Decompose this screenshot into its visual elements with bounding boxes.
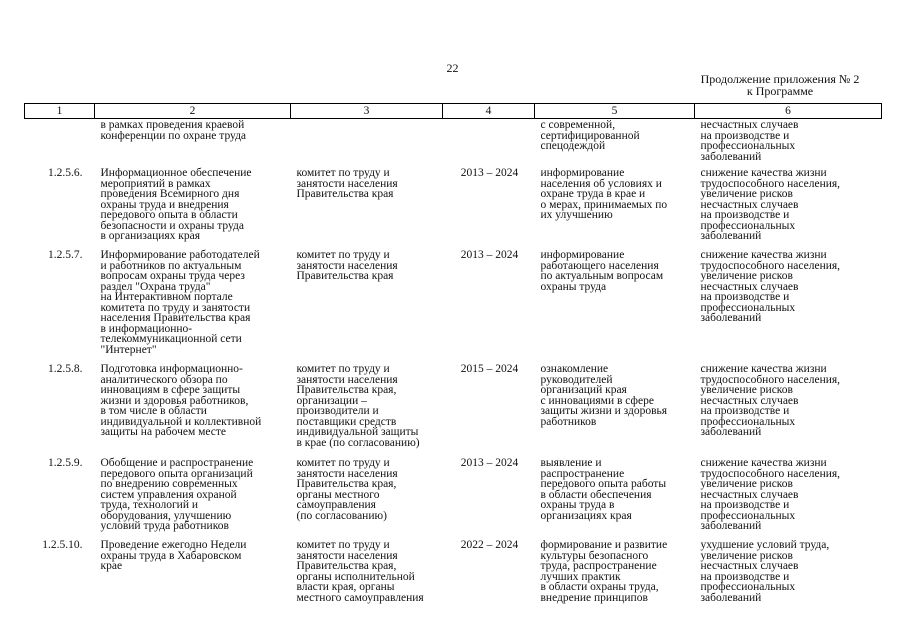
- cell-executor: [291, 119, 443, 169]
- cell-line: профессиональных: [700, 509, 796, 522]
- cell-line: мероприятий в рамках: [100, 177, 211, 190]
- cell-line: профессиональных: [700, 219, 796, 232]
- cell-line: лучших практик: [540, 570, 621, 583]
- cell-expected-result: [535, 168, 695, 250]
- cell-line: заболеваний: [700, 520, 762, 532]
- cell-line: комитет по труду и: [296, 539, 390, 551]
- cell-line: несчастных случаев: [700, 560, 799, 572]
- cell-line: вопросам охраны труда через: [100, 270, 245, 282]
- cell-line: комитет по труду и: [296, 457, 390, 469]
- cell-line: сертифицированной: [540, 129, 640, 142]
- cell-line: комитета по труду и занятости: [100, 301, 251, 314]
- cell-expected-result: [535, 364, 695, 458]
- cell-line: передового опыта организаций: [100, 467, 253, 480]
- cell-line: в области обеспечения: [540, 488, 652, 501]
- cell-line: увеличение рисков: [700, 270, 793, 282]
- cell-line: на производстве и: [700, 499, 790, 511]
- column-header: 2: [95, 104, 291, 119]
- cell-executor: [291, 458, 443, 540]
- cell-line: информирование: [540, 167, 625, 179]
- cell-executor: [291, 250, 443, 364]
- cell-line: населения Правительства края: [100, 312, 251, 324]
- cell-period: 2013 – 2024: [460, 249, 519, 261]
- cell-line: индивидуальной защиты: [296, 426, 419, 438]
- cell-line: (по согласованию): [296, 509, 387, 522]
- cell-line: занятости населения: [296, 177, 398, 190]
- program-table: [24, 103, 882, 606]
- cell-line: ухудшение условий труда,: [700, 539, 830, 551]
- column-header: 6: [695, 104, 882, 119]
- cell-consequence: [695, 168, 882, 250]
- cell-line: информирование: [540, 249, 625, 261]
- cell-line: руководителей: [540, 373, 613, 386]
- cell-item-number: [25, 119, 95, 169]
- cell-period: [443, 119, 535, 169]
- cell-line: трудоспособного населения,: [700, 259, 841, 272]
- cell-line: в организациях края: [100, 230, 201, 242]
- cell-line: комитет по труду и: [296, 167, 390, 179]
- cell-line: защиты на рабочем месте: [100, 426, 227, 438]
- cell-line: Правительства края,: [296, 478, 397, 490]
- column-header: 5: [535, 104, 695, 119]
- cell-line: аналитического обзора по: [100, 373, 228, 386]
- table-row: [25, 119, 882, 169]
- continuation-line: Продолжение приложения № 2: [700, 72, 860, 86]
- cell-activity-name: [95, 540, 291, 606]
- cell-line: заболеваний: [700, 591, 762, 604]
- cell-line: Информирование работодателей: [100, 249, 260, 261]
- cell-line: трудоспособного населения,: [700, 373, 841, 386]
- cell-line: культуры безопасного: [540, 549, 649, 562]
- cell-line: передового опыта работы: [540, 478, 667, 490]
- cell-line: труда, технологий и: [100, 499, 199, 511]
- cell-line: Информационное обеспечение: [100, 167, 252, 179]
- cell-expected-result: [535, 540, 695, 606]
- cell-line: несчастных случаев: [700, 280, 799, 293]
- cell-line: спецодеждой: [540, 140, 606, 152]
- cell-line: Обобщение и распространение: [100, 457, 254, 469]
- cell-line: в области охраны труда,: [540, 581, 659, 593]
- cell-line: организациях края: [540, 509, 632, 522]
- cell-line: конференции по охране труда: [100, 129, 247, 142]
- cell-line: систем управления охраной: [100, 488, 237, 501]
- cell-line: профессиональных: [700, 301, 796, 314]
- cell-line: органы местного: [296, 488, 380, 501]
- cell-line: работающего населения: [540, 259, 659, 272]
- cell-line: по внедрению современных: [100, 478, 238, 490]
- cell-line: увеличение рисков: [700, 188, 793, 200]
- cell-line: населения об условиях и: [540, 177, 662, 190]
- cell-line: формирование и развитие: [540, 539, 668, 551]
- cell-period: 2013 – 2024: [460, 167, 519, 179]
- cell-period: 2015 – 2024: [460, 363, 519, 375]
- cell-line: работников: [540, 415, 597, 428]
- cell-line: профессиональных: [700, 581, 796, 593]
- table-row: [25, 364, 882, 458]
- cell-item-number: 1.2.5.9.: [48, 457, 83, 469]
- cell-activity-name: [95, 250, 291, 364]
- cell-line: телекоммуникационной сети: [100, 333, 242, 345]
- cell-line: занятости населения: [296, 549, 398, 562]
- cell-line: на производстве и: [700, 570, 790, 583]
- cell-line: Правительства края,: [296, 384, 397, 396]
- cell-line: поставщики средств: [296, 415, 397, 428]
- cell-activity-name: [95, 119, 291, 169]
- cell-line: на производстве и: [700, 209, 790, 221]
- cell-line: по актуальным вопросам: [540, 270, 664, 282]
- cell-line: трудоспособного населения,: [700, 467, 841, 480]
- cell-line: на производстве и: [700, 291, 790, 303]
- cell-line: занятости населения: [296, 373, 398, 386]
- cell-line: выявление и: [540, 457, 602, 469]
- cell-line: защиты жизни и здоровья: [540, 405, 668, 417]
- cell-consequence: [695, 250, 882, 364]
- cell-line: власти края, органы: [296, 581, 395, 593]
- cell-expected-result: [535, 250, 695, 364]
- continuation-note: [680, 73, 880, 97]
- page-number: 22: [446, 61, 459, 75]
- cell-line: раздел "Охрана труда": [100, 280, 211, 293]
- cell-line: несчастных случаев: [700, 198, 799, 211]
- cell-line: организации –: [296, 394, 367, 407]
- cell-line: заболеваний: [700, 150, 762, 163]
- cell-line: в том числе в области: [100, 405, 207, 417]
- cell-line: самоуправления: [296, 499, 376, 511]
- cell-line: внедрение принципов: [540, 591, 648, 604]
- cell-line: на Интерактивном портале: [100, 291, 233, 303]
- cell-line: Правительства края: [296, 188, 394, 200]
- cell-line: на производстве и: [700, 405, 790, 417]
- cell-line: несчастных случаев: [700, 394, 799, 407]
- cell-line: несчастных случаев: [700, 488, 799, 501]
- cell-line: безопасности и охраны труда: [100, 219, 244, 232]
- cell-item-number: 1.2.5.10.: [42, 539, 83, 551]
- cell-line: охраны труда в: [540, 499, 615, 511]
- cell-line: проведения Всемирного дня: [100, 188, 240, 200]
- column-header: 3: [291, 104, 443, 119]
- cell-line: их улучшению: [540, 209, 613, 221]
- table-row: [25, 540, 882, 606]
- cell-line: Правительства края,: [296, 560, 397, 572]
- cell-line: передового опыта в области: [100, 209, 238, 221]
- cell-line: профессиональных: [700, 415, 796, 428]
- cell-consequence: [695, 458, 882, 540]
- cell-line: охране труда в крае и: [540, 188, 646, 200]
- cell-line: увеличение рисков: [700, 384, 793, 396]
- cell-line: в крае (по согласованию): [296, 436, 420, 449]
- cell-line: Подготовка информационно-: [100, 363, 243, 375]
- cell-activity-name: [95, 168, 291, 250]
- cell-line: ознакомление: [540, 363, 609, 375]
- cell-line: жизни и здоровья работников,: [100, 394, 249, 407]
- cell-expected-result: [535, 119, 695, 169]
- cell-line: инновациям в сфере защиты: [100, 384, 241, 396]
- cell-line: увеличение рисков: [700, 549, 793, 562]
- cell-line: профессиональных: [700, 140, 796, 152]
- cell-item-number: 1.2.5.8.: [48, 363, 83, 375]
- table-row: [25, 458, 882, 540]
- cell-line: охраны труда в Хабаровском: [100, 549, 242, 562]
- cell-line: заболеваний: [700, 426, 762, 438]
- table-row: [25, 250, 882, 364]
- cell-line: труда, распространение: [540, 560, 657, 572]
- cell-line: снижение качества жизни: [700, 457, 827, 469]
- cell-executor: [291, 364, 443, 458]
- continuation-line: к Программе: [746, 84, 814, 98]
- cell-executor: [291, 168, 443, 250]
- cell-activity-name: [95, 364, 291, 458]
- cell-line: органы исполнительной: [296, 570, 415, 583]
- cell-consequence: [695, 364, 882, 458]
- cell-line: в рамках проведения краевой: [100, 119, 245, 131]
- cell-line: Проведение ежегодно Недели: [100, 539, 247, 551]
- cell-line: снижение качества жизни: [700, 249, 827, 261]
- cell-line: "Интернет": [100, 343, 157, 356]
- cell-line: занятости населения: [296, 467, 398, 480]
- cell-line: снижение качества жизни: [700, 363, 827, 375]
- cell-line: трудоспособного населения,: [700, 177, 841, 190]
- cell-line: крае: [100, 560, 123, 572]
- cell-consequence: [695, 540, 882, 606]
- cell-line: заболеваний: [700, 230, 762, 242]
- cell-line: увеличение рисков: [700, 478, 793, 490]
- cell-line: с инновациями в сфере: [540, 394, 654, 407]
- cell-line: снижение качества жизни: [700, 167, 827, 179]
- cell-executor: [291, 540, 443, 606]
- cell-line: условий труда работников: [100, 520, 229, 532]
- cell-line: охраны труда и внедрения: [100, 198, 229, 211]
- cell-line: производители и: [296, 405, 379, 417]
- column-header: 1: [25, 104, 95, 119]
- cell-line: охраны труда: [540, 280, 607, 293]
- cell-line: местного самоуправления: [296, 591, 424, 604]
- cell-line: занятости населения: [296, 259, 398, 272]
- cell-item-number: 1.2.5.6.: [48, 167, 83, 179]
- cell-period: 2013 – 2024: [460, 457, 519, 469]
- cell-line: на производстве и: [700, 129, 790, 142]
- cell-line: о мерах, принимаемых по: [540, 198, 668, 211]
- table-row: [25, 168, 882, 250]
- cell-consequence: [695, 119, 882, 169]
- cell-line: несчастных случаев: [700, 119, 799, 131]
- cell-line: и работников по актуальным: [100, 259, 242, 272]
- cell-line: организаций края: [540, 384, 627, 396]
- header-row: [25, 104, 882, 119]
- cell-line: комитет по труду и: [296, 363, 390, 375]
- cell-line: оборудования, улучшению: [100, 509, 232, 522]
- cell-item-number: 1.2.5.7.: [48, 249, 83, 261]
- column-header: 4: [443, 104, 535, 119]
- cell-line: распространение: [540, 467, 625, 480]
- cell-line: заболеваний: [700, 312, 762, 324]
- cell-line: индивидуальной и коллективной: [100, 415, 262, 428]
- cell-line: с современной,: [540, 119, 616, 131]
- cell-expected-result: [535, 458, 695, 540]
- cell-line: в информационно-: [100, 322, 193, 335]
- cell-line: комитет по труду и: [296, 249, 390, 261]
- cell-period: 2022 – 2024: [460, 539, 519, 551]
- cell-line: Правительства края: [296, 270, 394, 282]
- cell-activity-name: [95, 458, 291, 540]
